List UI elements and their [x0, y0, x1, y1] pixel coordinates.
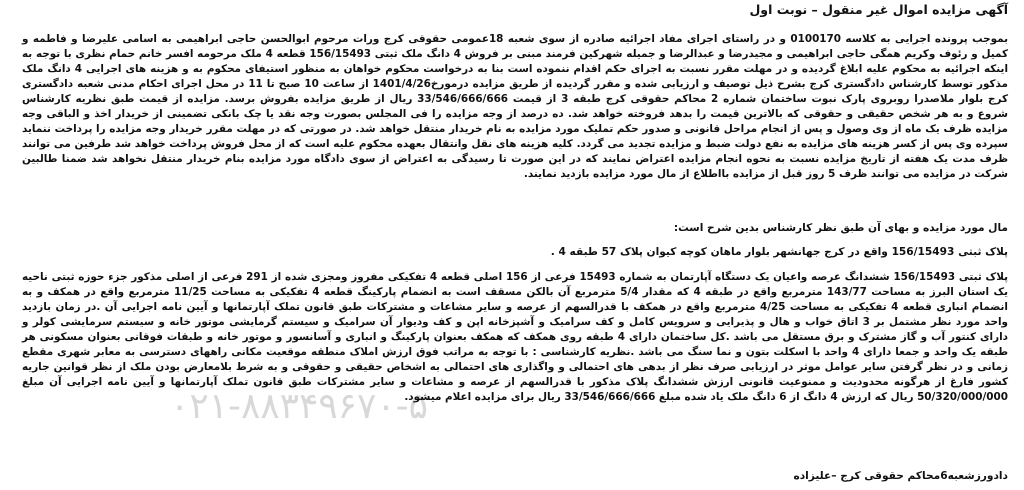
notice-title: آگهی مزایده اموال غیر منقول – نوبت اول — [749, 2, 1008, 17]
phone-watermark: ۰۲۱-۸۸۳۴۹۶۷۰-۵ — [170, 386, 429, 427]
property-heading: مال مورد مزایده و بهای آن طبق نظر کارشناس بدین شرح است: — [673, 222, 1008, 234]
property-address: پلاک ثبتی 156/15493 واقع در کرج جهانشهر بلوار ماهان کوچه کیوان پلاک 57 طبقه 4 . — [550, 246, 1008, 258]
property-detail-paragraph: پلاک ثبتی 156/15493 ششدانگ عرصه واعیان یک دستگاه آپارتمان به شماره 15493 فرعی از 156 اصلی قطعه 4 تفکیکی مفروز ومجزی شده از 291 فرعی از اصلی مذکور جزء حوزه ثبتی ناحیه یک استان البرز به مساحت 143/77 مترمربع واقع در طبقه 4 که مقدار 5/4 مترمربع آن بالکن مسقف است به انضمام پارکینگ قطعه 4 تفکیکی به مساحت 11/25 مترمربع واقع در همکف و به انضمام انباری قطعه 4 تفکیکی به مساحت 4/25 مترمربع واقع در همکف با قدرالسهم از عرصه و سایر مشاعات و مشترکات طبق قانون تملک آپارتمانها و آیین نامه اجرایی آن .در زمان بازدید واحد مورد نظر مشتمل بر 3 اتاق خواب و هال و پذیرایی و سرویس کامل و کف سرامیک و آشپزخانه اپن و کف ودیوار آن سرامیک و سیستم گرمایشی موتور خانه و سیستم سرمایشی کولر و دارای کنتور آب و گاز مشترک و برق مستقل می باشد .کل ساختمان دارای 4 طبقه روی همکف که همکف بعنوان پارکینگ و انباری و آسانسور و موتور خانه و طبقات فوقانی بعنوان مسکونی هر طبقه یک واحد و جمعا دارای 4 واحد با اسکلت بتون و نما سنگ می باشد .نظریه کارشناسی : با توجه به مراتب فوق ارزش املاک منطقه موقعیت مکانی راههای دسترسی به معابر شهری مقطع زمانی و در نظر گرفتن سایر عوامل موثر در ارزیابی صرف نظر از بدهی های احتمالی و واگذاری های احتمالی به اشخاص حقیقی و حقوقی و به شرط بلامعارض بودن ملک از نظر قوانین جاریه کشور فارغ از هرگونه محدودیت و ممنوعیت قانونی ارزش ششدانگ پلاک مذکور با قدرالسهم از عرصه و مشاعات و سایر مشترکات طبق قانون تملک آپارتمانها و آیین نامه اجرایی آن مبلغ 50/320/000/000 ریال که ارزش 4 دانگ از 6 دانگ ملک یاد شده مبلغ 33/546/666/666 ریال برای مزایده اعلام میشود. — [22, 271, 1009, 403]
notice-main-paragraph: بموجب پرونده اجرایی به کلاسه 0100170 و در راستای اجرای مفاد اجرائیه صادره از سوی شعبه 18عمومی حقوقی کرج ورات مرحوم ابوالحسن حاجی ابراهیمی به اسامی علیرضا و فاطمه و کمیل و رئوف وکریم همگی حاجی ابراهیمی و مجیدرضا و عبدالرضا و جمیله شهرکین فرمند مبنی بر فروش 4 دانگ ملک ثبتی 156/15493 قطعه 4 ملک مرحومه افسر خانم حمام نظری با توجه به اینکه اجرائیه به محکوم علیه ابلاغ گردیده و در مهلت مقرر نسبت به اجرای حکم اقدام ننموده است بنا به درخواست محکوم خواهان به منظور استیفای محکوم به و هزینه های اجرایی 4 دانگ ملک مذکور توسط کارشناس دادگستری کرج بشرح ذیل توصیف و ارزیابی شده و مقرر گردیده از طریق مزایده درمورخ1401/4/26 از ساعت 10 صبح تا 11 در محل اجرای احکام مدنی شعبه دادگستری کرج بلوار ملاصدرا روبروی پارک نبوت ساختمان شماره 2 محاکم حقوقی کرج طبقه 3 از قیمت 33/546/666/666 ریال از طریق مزایده بفروش برسد. مزایده از قیمت طبق نظریه کارشناس شروع و به هر شخص حقیقی و حقوقی که بالاترین قیمت را بدهد فروخته خواهد شد. ده درصد از وجه مزایده را فی المجلس بصورت وجه نقد یا چک بانکی تضمینی از خریدار اخذ و الباقی وجه مزایده ظرف یک ماه از وی وصول و پس از انجام مراحل قانونی و صدور حکم تملیک مورد مزایده به نام خریدار منتقل خواهد شد. در صورتی که در مهلت مقرر خریدار وجه مزایده را پرداخت ننماید سپرده وی پس از کسر هزینه های مزایده به نفع دولت ضبط و مزایده تجدید می گردد. کلیه هزینه های نقل وانتقال بعهده محکوم علیه است که از محل فروش پرداخت خواهد شد طرفین می توانند ظرف مدت یک هفته از تاریخ مزایده نسبت به نحوه انجام مزایده اعتراض نمایند که در این صورت تا رسیدگی به اعتراض از سوی دادگاه مورد مزایده بنام خریدار منتقل نخواهد شد ضمنا طالبین شرکت در مزایده می توانند ظرف 5 روز قبل از مزایده بااطلاع از مال مورد مزایده بازدید نمایند. — [22, 33, 1009, 180]
court-signature: دادورزشعبه6محاکم حقوقی کرج –علیزاده — [793, 470, 1008, 482]
